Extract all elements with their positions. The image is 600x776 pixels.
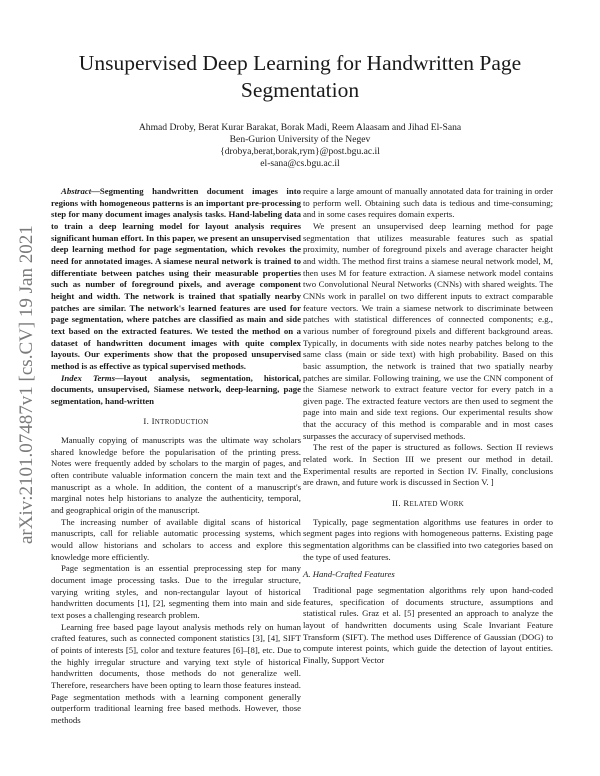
page-title: Unsupervised Deep Learning for Handwritten Page Segmentation xyxy=(78,51,522,102)
abstract-label: Abstract xyxy=(61,186,92,196)
index-terms-text: layout analysis, segmentation, historical, documents, unsupervised, Siamese network, deep-learning, page segmentation, hand-written xyxy=(51,372,302,406)
intro-paragraph: Page segmentation is an essential preprocessing step for many document image processing tasks. Due to the irregular structure, varying writing styles, and non-rectangular layout of historical handwritten documents [1], [2], segmenting them into main and side text poses a challenging research problem. xyxy=(51,563,301,620)
right-column xyxy=(303,186,553,667)
affiliation: Ben-Gurion University of the Negev xyxy=(229,134,371,145)
related-paragraph: Traditional page segmentation algorithms rely upon hand-coded features, specification of documents structure, assumptions and statistical rules. Graz et al. [5] presented an approach to analyze the layout of handwritten documents using Scale Invariant Feature Transform (SIFT). The method uses Difference of Gaussian (DOG) to compute interest points, which guide the detection of layout entities. Finally, Support Vector xyxy=(303,585,553,665)
arxiv-id-text: arXiv:2101.07487v1 [cs.CV] 19 Jan 2021 xyxy=(16,225,37,544)
arxiv-identifier-stamp xyxy=(4,168,44,548)
left-column xyxy=(51,186,301,727)
intro-paragraph: The rest of the paper is structured as follows. Section II reviews related work. In Section III we present our method in detail. Experimental results are reported in Section IV. Finally, conclusions are drawn, and future work is discussed in Section V. ] xyxy=(303,442,553,488)
intro-paragraph: We present an unsupervised deep learning method for page segmentation that utilizes measurable features such as spatial proximity, number of foreground pixels and average character height and width. The method first trains a siamese neural network model, M, then uses M for feature extraction. A siamese network model contains two Convolutional Neural Networks (CNNs) with shared weights. The CNNs work in parallel on two different inputs to extract comparable feature vectors. We train a siamese network to discriminate between patches with statistical differences of connected components; e.g., various number of foreground pixels and different background areas. Typically, in documents with side notes nearby patches belong to the same class (main or side text) with high probability. Based on this basic assumption, the network is trained that two spatially nearby patches are similar. Following training, we use the CNN component of the Siamese network to extract feature vector for every patch in a given page. The extracted feature vectors are then used to segment the page into main and side text regions. Our experimental results show that the accuracy of this method is comparable and in most cases surpasses the accuracy of supervised methods. xyxy=(303,220,553,441)
abstract: Abstract—Segmenting handwritten document images into regions with homogeneous patterns is an important pre-processing step for many document images analysis tasks. Hand-labeling data to train a deep learning model for layout analysis requires significant human effort. In this paper, we present an unsupervised deep learning method for page segmentation, which revokes the need for annotated images. A siamese neural network is trained to differentiate between patches using their measurable properties such as number of foreground pixels, and average component height and width. The network is trained that spatially nearby patches are similar. The network's learned features are used for page segmentation, where patches are classified as main and side text based on the extracted features. We tested the method on a dataset of handwritten document images with quite complex layouts. Our experiments show that the proposed unsupervised method is as effective as typical supervised methods. xyxy=(51,186,301,371)
intro-paragraph: The increasing number of available digital scans of historical manuscripts, call for reliable automatic processing systems, which would allow historians and scholars to access and explore this knowledge more efficiently. xyxy=(51,516,301,562)
email-line-1: {drobya,berat,borak,rym}@post.bgu.ac.il xyxy=(220,146,380,157)
intro-paragraph-continued: require a large amount of manually annotated data for training in order to perform well. Obtaining such data is tedious and time-consuming; and in some cases requires domain experts. xyxy=(303,186,553,220)
email-line-2: el-sana@cs.bgu.ac.il xyxy=(260,158,340,169)
intro-paragraph: Learning free based page layout analysis methods rely on human crafted features, such as connected component statistics [3], [4], SIFT of points of interests [5], color and texture features [6]–[8], etc. Due to the highly irregular structure and varying text style of historical handwritten documents, those methods do not generalize well. Therefore, researchers have been opting to learn those features instead. Page segmentation methods with a learning component generally outperform traditional learning free based methods. However, those methods xyxy=(51,621,301,725)
subsection-heading-hand-crafted: A. Hand-Crafted Features xyxy=(303,569,395,580)
related-paragraph: Typically, page segmentation algorithms use features in order to segment pages into regions with homogeneous patterns. Existing page segmentation algorithms can be classified into two categories based on the type of used features. xyxy=(303,516,553,562)
index-terms-label: Index Terms xyxy=(61,372,115,383)
author-names: Ahmad Droby, Berat Kurar Barakat, Borak Madi, Reem Alaasam and Jihad El-Sana xyxy=(138,122,462,133)
index-terms: Index Terms—layout analysis, segmentation, historical, documents, unsupervised, Siamese network, deep-learning, page segmentation, hand-written xyxy=(51,372,302,406)
author-block xyxy=(60,122,540,170)
section-heading-introduction: I. INTRODUCTION xyxy=(143,416,209,427)
section-heading-related-work: II. RELATED WORK xyxy=(391,498,465,509)
abstract-text: Segmenting handwritten document images into regions with homogeneous patterns is an important pre-processing step for many document images analysis tasks. Hand-labeling data to train a deep learning model for layout analysis requires significant human effort. In this paper, we present an unsupervised deep learning method for page segmentation, which revokes the need for annotated images. A siamese neural network is trained to differentiate between patches using their measurable properties such as number of foreground pixels, and average component height and width. The network is trained that spatially nearby patches are similar. The network's learned features are used for page segmentation, where patches are classified as main and side text based on the extracted features. We tested the method on a dataset of handwritten document images with quite complex layouts. Our experiments show that the proposed unsupervised method is as effective as typical supervised methods. xyxy=(51,186,301,371)
intro-paragraph: Manually copying of manuscripts was the ultimate way scholars shared knowledge before the popularisation of the printing press. Notes were frequently added by scholars to the margin of pages, and often contribute valuable information concern the main text and the manuscript as a whole. In addition, the content of a manuscript's marginal notes help historians to analyze the authenticity, temporal, and geographical origin of the manuscript. xyxy=(51,435,301,516)
